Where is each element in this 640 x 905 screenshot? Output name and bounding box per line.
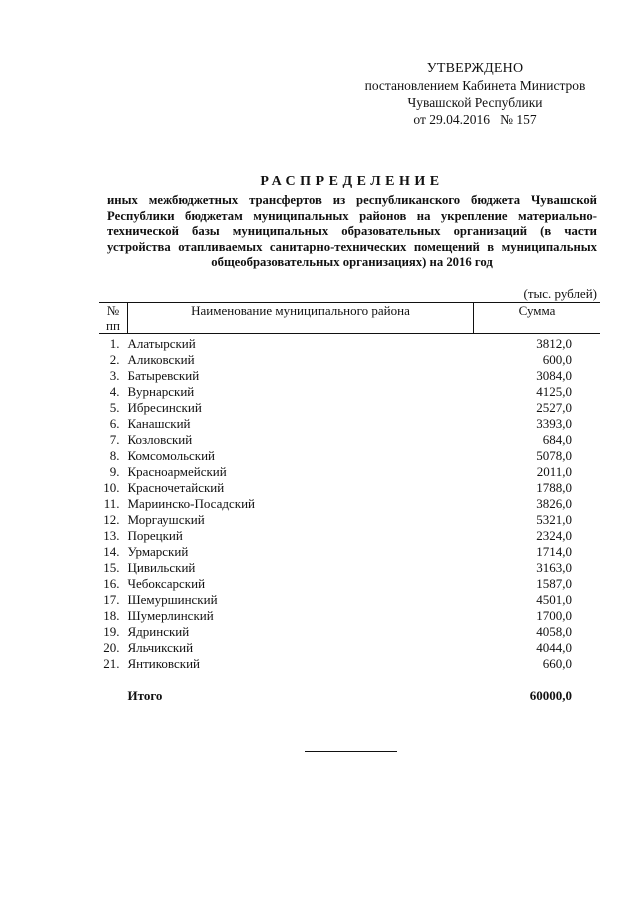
table-row: [99, 448, 600, 464]
row-sum: 4058,0: [536, 624, 572, 639]
row-sum: 2324,0: [536, 528, 572, 543]
row-district-name: Красноармейский: [127, 464, 227, 479]
distribution-table: [99, 302, 600, 704]
total-empty-cell: [99, 688, 128, 704]
table-header-row: [99, 303, 600, 334]
row-sum: 3826,0: [536, 496, 572, 511]
row-sum: 3163,0: [536, 560, 572, 575]
row-sum: 600,0: [542, 352, 572, 367]
row-sum: 3393,0: [536, 416, 572, 431]
table-row: [99, 640, 600, 656]
row-district-name: Ибресинский: [127, 400, 202, 415]
row-number: 21.: [103, 656, 120, 671]
row-district-name: Порецкий: [127, 528, 183, 543]
total-sum: 60000,0: [529, 688, 572, 703]
row-district-name: Вурнарский: [127, 384, 195, 399]
row-number: 6.: [109, 416, 120, 431]
row-number: 12.: [103, 512, 120, 527]
row-district-name: Ядринский: [127, 624, 190, 639]
row-district-name: Урмарский: [127, 544, 189, 559]
header-sum: Сумма: [474, 303, 601, 334]
row-number: 17.: [103, 592, 120, 607]
row-number: 13.: [103, 528, 120, 543]
row-sum: 660,0: [542, 656, 572, 671]
total-row: [99, 688, 600, 704]
row-number: 10.: [103, 480, 120, 495]
approval-line-3: от 29.04.2016 № 157: [413, 112, 537, 127]
row-district-name: Алатырский: [127, 336, 196, 351]
row-number: 19.: [103, 624, 120, 639]
row-number: 16.: [103, 576, 120, 591]
table-row: [99, 464, 600, 480]
row-district-name: Аликовский: [127, 352, 195, 367]
row-district-name: Комсомольский: [127, 448, 215, 463]
row-sum: 1587,0: [536, 576, 572, 591]
table-row: [99, 512, 600, 528]
table-body: [99, 334, 600, 705]
table-row: [99, 416, 600, 432]
approval-line-2: Чувашской Республики: [407, 95, 543, 110]
row-district-name: Шемуршинский: [127, 592, 218, 607]
row-district-name: Красночетайский: [127, 480, 225, 495]
row-district-name: Моргаушский: [127, 512, 205, 527]
table-row: [99, 608, 600, 624]
table-row: [99, 528, 600, 544]
table-row: [99, 592, 600, 608]
table-row: [99, 432, 600, 448]
table-row: [99, 496, 600, 512]
table-row: [99, 400, 600, 416]
header-district-name: Наименование муниципального района: [128, 303, 474, 334]
row-number: 14.: [103, 544, 120, 559]
row-number: 5.: [109, 400, 120, 415]
total-label: Итого: [127, 688, 163, 703]
approval-stamp: [330, 60, 620, 128]
row-number: 4.: [109, 384, 120, 399]
row-number: 20.: [103, 640, 120, 655]
row-sum: 684,0: [542, 432, 572, 447]
units-note: (тыс. рублей): [523, 286, 597, 301]
row-sum: 3084,0: [536, 368, 572, 383]
row-number: 18.: [103, 608, 120, 623]
table-row: [99, 656, 600, 672]
row-sum: 3812,0: [536, 336, 572, 351]
row-sum: 5321,0: [536, 512, 572, 527]
table-row: [99, 384, 600, 400]
row-district-name: Чебоксарский: [127, 576, 206, 591]
row-district-name: Яльчикский: [127, 640, 194, 655]
row-sum: 1714,0: [536, 544, 572, 559]
document-subtitle: иных межбюджетных трансфертов из республиканского бюджета Чувашской Республики бюджетам муниципальных районов на укрепление материально-технической базы муниципальных образовательных организаций (в части устройства отапливаемых санитарно-технических помещений в муниципальных общеобразовательных организациях) на 2016 год: [107, 193, 597, 270]
row-district-name: Батыревский: [127, 368, 200, 383]
row-number: 9.: [109, 464, 120, 479]
table-row: [99, 560, 600, 576]
row-district-name: Канашский: [127, 416, 191, 431]
row-district-name: Цивильский: [127, 560, 196, 575]
row-district-name: Козловский: [127, 432, 193, 447]
header-number-line-1: №: [106, 303, 120, 318]
row-number: 15.: [103, 560, 120, 575]
table-row: [99, 576, 600, 592]
row-district-name: Мариинско-Посадский: [127, 496, 255, 511]
row-number: 3.: [109, 368, 120, 383]
table-row: [99, 368, 600, 384]
row-number: 7.: [109, 432, 120, 447]
row-sum: 4044,0: [536, 640, 572, 655]
spacer-cell: [99, 672, 600, 688]
row-number: 11.: [103, 496, 120, 511]
row-sum: 1788,0: [536, 480, 572, 495]
row-sum: 4501,0: [536, 592, 572, 607]
row-sum: 2011,0: [536, 464, 572, 479]
row-sum: 2527,0: [536, 400, 572, 415]
row-district-name: Шумерлинский: [127, 608, 214, 623]
approval-line-1: постановлением Кабинета Министров: [364, 78, 586, 93]
table-row: [99, 624, 600, 640]
row-sum: 5078,0: [536, 448, 572, 463]
row-number: 2.: [109, 352, 120, 367]
row-sum: 4125,0: [536, 384, 572, 399]
row-sum: 1700,0: [536, 608, 572, 623]
table-row: [99, 480, 600, 496]
header-number-line-2: пп: [106, 318, 120, 333]
row-number: 8.: [109, 448, 120, 463]
table-row: [99, 544, 600, 560]
document-title: РАСПРЕДЕЛЕНИЕ: [260, 174, 444, 189]
document-title-block: [107, 174, 597, 271]
table-row: [99, 334, 600, 353]
row-district-name: Янтиковский: [127, 656, 200, 671]
header-number: [99, 303, 128, 334]
spacer-row: [99, 672, 600, 688]
table-row: [99, 352, 600, 368]
approval-heading: УТВЕРЖДЕНО: [426, 61, 524, 76]
row-number: 1.: [109, 336, 120, 351]
end-divider-line: [305, 751, 397, 752]
